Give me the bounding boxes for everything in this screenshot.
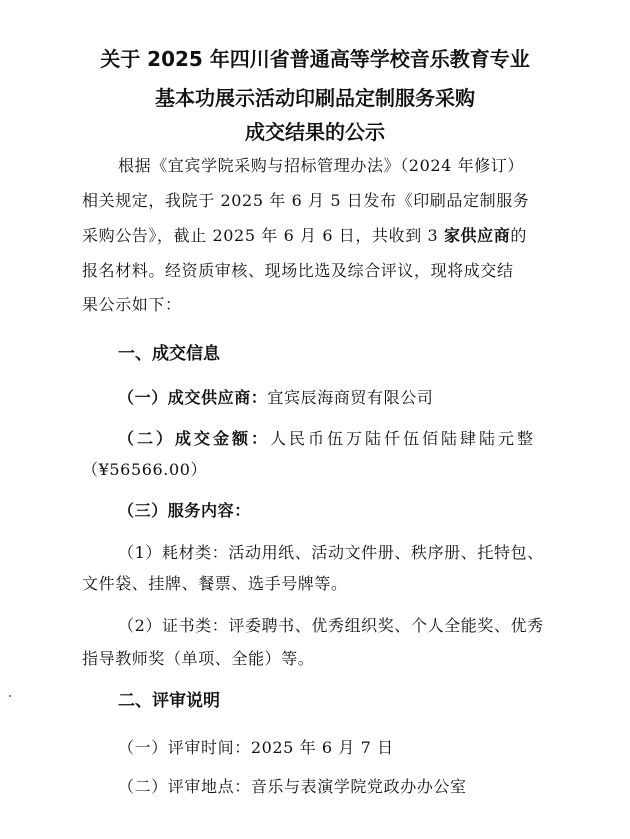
intro-line-3-a: 采购公告》，截止 2025 年 6 月 6 日，共收到 3 <box>82 226 444 245</box>
review-time-label: （一）评审时间： <box>118 738 251 757</box>
supplier-value: 宜宾辰海商贸有限公司 <box>267 388 434 407</box>
intro-line-2: 相关规定，我院于 2025 年 6 月 5 日发布《印刷品定制服务 <box>82 191 530 210</box>
review-place-line <box>118 776 552 798</box>
review-time-line <box>118 737 552 759</box>
supplier-line <box>118 387 552 409</box>
amount-line <box>118 428 552 450</box>
item-2-line-1: （2）证书类：评委聘书、优秀组织奖、个人全能奖、优秀 <box>118 616 544 635</box>
section-1-heading: 一、成交信息 <box>118 344 220 364</box>
amount-value: 人民币伍万陆仟伍佰陆肆陆元整 <box>270 429 537 448</box>
section-2-heading: 二、评审说明 <box>118 691 220 711</box>
review-place-label: （二）评审地点： <box>118 777 251 796</box>
intro-line-3-c: 的 <box>510 226 527 245</box>
title-line-1: 关于 2025 年四川省普通高等学校音乐教育专业 <box>100 47 530 71</box>
amount-number: （¥56566.00） <box>82 460 208 479</box>
item-1-line-1: （1）耗材类：活动用纸、活动文件册、秩序册、托特包、 <box>118 543 544 562</box>
title-line-2: 基本功展示活动印刷品定制服务采购 <box>155 86 475 110</box>
item-2-line-2: 指导教师奖（单项、全能）等。 <box>82 649 315 668</box>
amount-label: （二）成交金额： <box>118 429 271 448</box>
intro-line-3-bold: 家供应商 <box>443 226 511 245</box>
intro-line-5: 果公示如下： <box>82 295 182 314</box>
scan-speck <box>9 695 11 697</box>
title-line-3: 成交结果的公示 <box>245 120 385 144</box>
review-place-value: 音乐与表演学院党政办办公室 <box>250 777 467 796</box>
intro-line-3 <box>82 225 552 247</box>
service-label: （三）服务内容： <box>118 501 251 520</box>
review-time-value: 2025 年 6 月 7 日 <box>250 738 394 757</box>
intro-line-4: 报名材料。经资质审核、现场比选及综合评议，现将成交结 <box>82 261 514 280</box>
supplier-label: （一）成交供应商： <box>118 388 268 407</box>
item-1-line-2: 文件袋、挂牌、餐票、选手号牌等。 <box>82 574 348 593</box>
intro-line-1: 根据《宜宾学院采购与招标管理办法》（2024 年修订） <box>118 156 525 175</box>
